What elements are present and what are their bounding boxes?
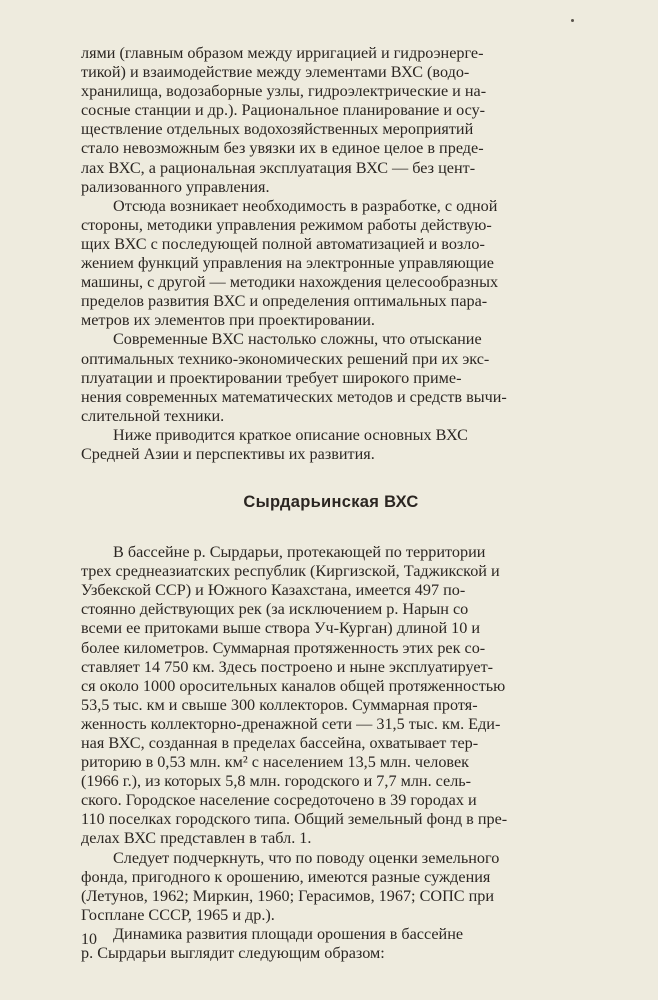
paragraph-6: Следует подчеркнуть, что по поводу оценки земельного фонда, пригодного к орошению, имеются разные суждения (Летунов, 1962; Миркин, 1960; Герасимов, 1967; СОПС при Госплане СССР, 1965 и др.). — [81, 848, 500, 924]
paragraph-2: Отсюда возникает необходимость в разработке, с одной стороны, методики управления режимом работы действую- щих ВХС с последующей полной автоматизацией и возло- жением функций управления на электронные управляющие машины, с другой — методики нахождения целесообразных пределов развития ВХС и определения оптимальных пара- метров их элементов при проектировании. — [81, 196, 499, 330]
page-number: 10 — [81, 931, 97, 948]
paragraph-1: лями (главным образом между ирригацией и гидроэнерге- тикой) и взаимодействие между элементами ВХС (водо- хранилища, водозаборные узлы, гидроэлектрические и на- сосные станции и др.). Рациональное планирование и осу- ществление отдельных водохозяйственных мероприятий стало невозможным без увязки их в единое целое в преде- лах ВХС, а рациональная эксплуатация ВХС — без цент- рализованного управления. — [81, 44, 487, 196]
paragraph-7: Динамика развития площади орошения в бассейне р. Сырдарьи выглядит следующим образом: — [81, 924, 464, 963]
page-text — [81, 44, 581, 963]
print-speck — [571, 19, 574, 22]
paragraph-4: Ниже приводится краткое описание основных ВХС Средней Азии и перспективы их развития. — [81, 425, 468, 463]
section-heading: Сырдарьинская ВХС — [243, 493, 419, 512]
paragraph-3: Современные ВХС настолько сложны, что отыскание оптимальных технико-экономических решений при их экс- плуатации и проектировании требует широкого приме- нения современных математических методов и средств вычи- слительной техники. — [81, 330, 507, 425]
paragraph-5: В бассейне р. Сырдарьи, протекающей по территории трех среднеазиатских республик (Киргизской, Таджикской и Узбекской ССР) и Южного Казахстана, имеется 497 по- стоянно действующих рек (за исключением р. Нарын со всеми ее притоками выше створа Уч-Курган) длиной 10 и более километров. Суммарная протяженность этих рек со- ставляет 14 750 км. Здесь построено и ныне эксплуатирует- ся около 1000 оросительных каналов общей протяженностью 53,5 тыс. км и свыше 300 коллекторов. Суммарная протя- женность коллекторно-дренажной сети — 31,5 тыс. км. Еди- ная ВХС, созданная в пределах бассейна, охватывает тер- риторию в 0,53 млн. км² с населением 13,5 млн. человек (1966 г.), из которых 5,8 млн. городского и 7,7 млн. сель- ского. Городское население сосредоточено в 39 городах и 110 поселках городского типа. Общий земельный фонд в пре- делах ВХС представлен в табл. 1. — [81, 543, 508, 848]
